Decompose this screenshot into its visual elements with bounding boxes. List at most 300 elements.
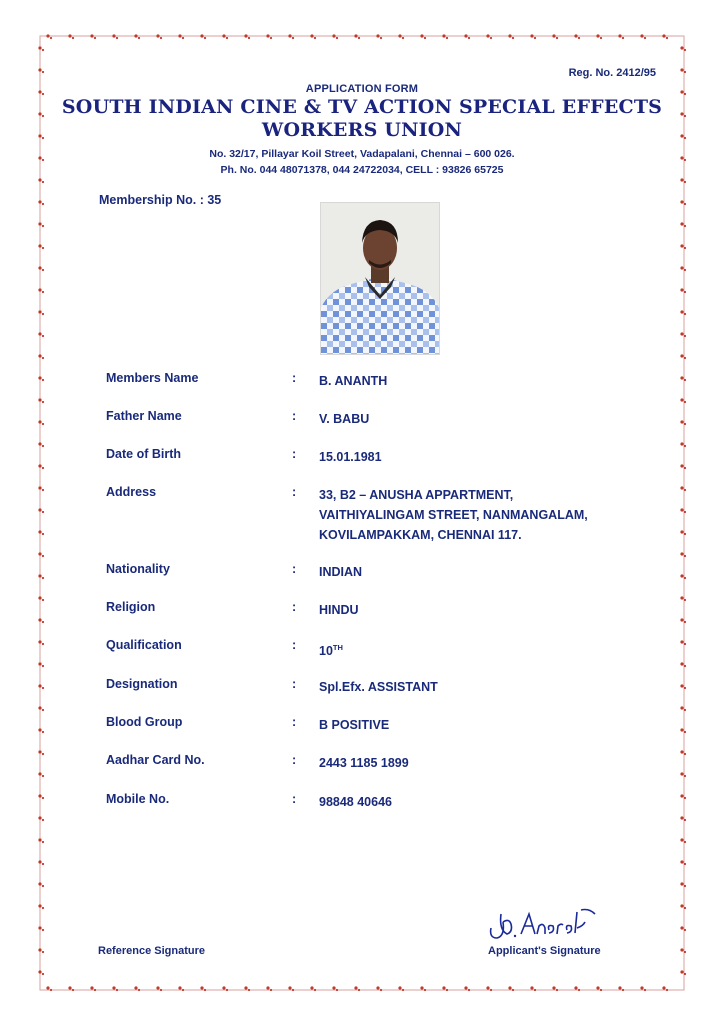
border-ornament [248,989,250,991]
border-ornament [116,37,118,39]
border-ornament [596,986,599,989]
border-ornament [38,530,41,533]
border-ornament [38,178,41,181]
border-ornament [38,838,41,841]
border-ornament [72,37,74,39]
border-ornament [38,266,41,269]
border-ornament [336,37,338,39]
border-ornament [644,989,646,991]
border-ornament [680,178,683,181]
border-ornament [680,464,683,467]
field-value: INDIAN [319,565,363,579]
border-ornament [402,989,404,991]
border-ornament [380,37,382,39]
border-ornament [420,34,423,37]
border-ornament [42,467,44,469]
border-ornament [38,904,41,907]
field-label: Designation [106,677,178,691]
border-ornament [684,423,686,425]
border-ornament [464,986,467,989]
field-colon: : [292,562,297,576]
border-ornament [680,706,683,709]
border-ornament [464,34,467,37]
border-ornament [556,37,558,39]
border-ornament [684,115,686,117]
border-ornament [662,986,665,989]
border-ornament [684,357,686,359]
border-ornament [424,989,426,991]
border-ornament [680,596,683,599]
border-ornament [310,986,313,989]
border-ornament [680,486,683,489]
border-ornament [596,34,599,37]
border-ornament [680,838,683,841]
border-ornament [156,986,159,989]
border-ornament [600,37,602,39]
border-ornament [512,989,514,991]
border-ornament [38,596,41,599]
border-ornament [90,986,93,989]
border-ornament [38,46,41,49]
border-ornament [684,665,686,667]
border-ornament [42,247,44,249]
border-ornament [288,34,291,37]
border-ornament [530,34,533,37]
border-ornament [680,926,683,929]
field-label: Aadhar Card No. [106,753,205,767]
border-ornament [618,986,621,989]
border-ornament [680,68,683,71]
border-ornament [684,731,686,733]
border-ornament [680,420,683,423]
border-ornament [508,986,511,989]
field-label: Nationality [106,562,170,576]
border-ornament [42,357,44,359]
field-value: 15.01.1981 [319,450,382,464]
border-ornament [38,486,41,489]
field-label: Qualification [106,638,182,652]
border-ornament [490,989,492,991]
border-ornament [46,34,49,37]
border-ornament [42,731,44,733]
membership-number: Membership No. : 35 [99,193,222,207]
border-ornament [42,203,44,205]
field-colon: : [292,600,297,614]
border-ornament [684,929,686,931]
border-ornament [486,34,489,37]
border-ornament [42,863,44,865]
border-ornament [684,687,686,689]
border-ornament [446,37,448,39]
border-ornament [138,989,140,991]
border-ornament [680,970,683,973]
field-value: 98848 40646 [319,795,392,809]
border-ornament [42,533,44,535]
border-ornament [508,34,511,37]
border-ornament [292,37,294,39]
border-ornament [684,511,686,513]
border-ornament [684,445,686,447]
border-ornament [38,244,41,247]
border-ornament [684,489,686,491]
border-ornament [358,989,360,991]
field-colon: : [292,753,297,767]
border-ornament [684,533,686,535]
border-ornament [680,442,683,445]
border-ornament [468,989,470,991]
border-ornament [680,332,683,335]
border-ornament [314,37,316,39]
border-ornament [178,986,181,989]
border-ornament [38,882,41,885]
border-ornament [684,709,686,711]
border-ornament [38,772,41,775]
border-ornament [42,621,44,623]
border-ornament [112,986,115,989]
border-ornament [380,989,382,991]
border-ornament [684,907,686,909]
border-ornament [684,863,686,865]
border-ornament [42,71,44,73]
border-ornament [684,71,686,73]
border-ornament [680,244,683,247]
border-ornament [204,989,206,991]
union-phone: Ph. No. 044 48071378, 044 24722034, CELL : 93826 65725 [220,164,504,176]
field-colon: : [292,677,297,691]
border-ornament [666,989,668,991]
field-value [319,638,659,661]
border-ornament [680,46,683,49]
border-ornament [156,34,159,37]
border-ornament [640,986,643,989]
border-ornament [38,376,41,379]
border-ornament [680,750,683,753]
border-ornament [38,200,41,203]
border-ornament [204,37,206,39]
border-ornament [398,986,401,989]
border-ornament [680,310,683,313]
border-ornament [72,989,74,991]
border-ornament [38,640,41,643]
border-ornament [684,225,686,227]
border-ornament [270,989,272,991]
border-ornament [38,354,41,357]
border-ornament [288,986,291,989]
border-ornament [578,37,580,39]
border-ornament [222,34,225,37]
border-ornament [332,34,335,37]
border-ornament [684,841,686,843]
border-ornament [138,37,140,39]
border-ornament [684,577,686,579]
border-ornament [442,34,445,37]
border-ornament [684,313,686,315]
field-label: Mobile No. [106,792,170,806]
border-ornament [116,989,118,991]
border-ornament [42,885,44,887]
border-ornament [534,37,536,39]
field-label: Blood Group [106,715,183,729]
border-ornament [680,882,683,885]
border-ornament [42,49,44,51]
border-ornament [684,775,686,777]
border-ornament [38,574,41,577]
border-ornament [684,269,686,271]
border-ornament [310,34,313,37]
field-label: Religion [106,600,156,614]
border-ornament [684,819,686,821]
border-ornament [38,794,41,797]
border-ornament [226,989,228,991]
border-ornament [42,489,44,491]
border-ornament [38,926,41,929]
border-ornament [534,989,536,991]
border-ornament [38,442,41,445]
border-ornament [684,247,686,249]
field-value: V. BABU [319,412,370,426]
border-ornament [680,574,683,577]
border-ornament [46,986,49,989]
border-ornament [684,885,686,887]
border-ornament [42,973,44,975]
reference-signature-label: Reference Signature [98,945,205,957]
applicant-signature [485,900,605,945]
border-ornament [42,313,44,315]
address-line: VAITHIYALINGAM STREET, NANMANGALAM, [319,508,588,522]
border-ornament [38,970,41,973]
border-ornament [446,989,448,991]
border-ornament [684,159,686,161]
border-ornament [680,222,683,225]
border-ornament [640,34,643,37]
border-ornament [200,34,203,37]
border-ornament [38,398,41,401]
form-type: APPLICATION FORM [305,83,419,95]
border-ornament [38,860,41,863]
border-ornament [512,37,514,39]
border-ornament [684,203,686,205]
border-ornament [42,753,44,755]
border-ornament [680,640,683,643]
border-ornament [42,797,44,799]
border-ornament [42,225,44,227]
border-ornament [94,37,96,39]
union-name-line2: WORKERS UNION [261,119,463,141]
border-ornament [68,34,71,37]
border-ornament [222,986,225,989]
applicant-signature-label: Applicant's Signature [488,945,601,957]
border-ornament [244,34,247,37]
border-ornament [42,291,44,293]
field-colon: : [292,371,297,385]
border-ornament [134,986,137,989]
border-ornament [42,951,44,953]
form-header [40,83,684,178]
border-ornament [68,986,71,989]
border-ornament [684,291,686,293]
border-ornament [574,986,577,989]
border-ornament [42,511,44,513]
border-ornament [160,989,162,991]
border-ornament [684,555,686,557]
border-ornament [266,986,269,989]
border-ornament [622,989,624,991]
border-ornament [160,37,162,39]
border-ornament [680,376,683,379]
field-colon: : [292,715,297,729]
border-ornament [442,986,445,989]
border-ornament [680,266,683,269]
field-value: B. ANANTH [319,374,388,388]
registration-number: Reg. No. 2412/95 [568,67,656,79]
border-ornament [490,37,492,39]
border-ornament [530,986,533,989]
border-ornament [622,37,624,39]
border-ornament [680,728,683,731]
border-ornament [680,354,683,357]
border-ornament [336,989,338,991]
border-ornament [38,706,41,709]
border-ornament [684,599,686,601]
field-value [319,485,659,545]
border-ornament [376,34,379,37]
border-ornament [684,93,686,95]
border-ornament [42,577,44,579]
union-address: No. 32/17, Pillayar Koil Street, Vadapalani, Chennai – 600 026. [209,148,515,160]
border-ornament [42,929,44,931]
border-ornament [684,797,686,799]
border-ornament [266,34,269,37]
border-ornament [42,181,44,183]
border-ornament [574,34,577,37]
border-ornament [578,989,580,991]
border-ornament [38,310,41,313]
field-label: Father Name [106,409,182,423]
field-label: Date of Birth [106,447,181,461]
border-ornament [354,34,357,37]
border-ornament [38,684,41,687]
border-ornament [552,986,555,989]
border-ornament [552,34,555,37]
field-value: 2443 1185 1899 [319,756,409,770]
border-ornament [680,794,683,797]
border-ornament [38,816,41,819]
border-ornament [226,37,228,39]
border-ornament [42,335,44,337]
border-ornament [38,662,41,665]
border-ornament [684,49,686,51]
border-ornament [398,34,401,37]
border-ornament [42,269,44,271]
border-ornament [680,508,683,511]
border-ornament [376,986,379,989]
border-ornament [134,34,137,37]
border-ornament [42,643,44,645]
border-ornament [182,37,184,39]
field-label: Members Name [106,371,199,385]
border-ornament [644,37,646,39]
member-photo [320,202,440,355]
border-ornament [600,989,602,991]
border-ornament [42,819,44,821]
border-ornament [38,420,41,423]
field-colon: : [292,485,297,499]
border-ornament [556,989,558,991]
field-colon: : [292,447,297,461]
border-ornament [358,37,360,39]
border-ornament [42,555,44,557]
border-ornament [42,401,44,403]
border-ornament [468,37,470,39]
border-ornament [200,986,203,989]
border-ornament [680,288,683,291]
border-ornament [680,816,683,819]
border-ornament [42,379,44,381]
border-ornament [354,986,357,989]
border-ornament [248,37,250,39]
border-ornament [38,728,41,731]
border-ornament [178,34,181,37]
border-ornament [680,860,683,863]
field-value: B POSITIVE [319,718,390,732]
border-ornament [680,904,683,907]
border-ornament [42,445,44,447]
qualification-superscript: TH [332,643,343,652]
border-ornament [50,989,52,991]
border-ornament [684,621,686,623]
border-ornament [42,665,44,667]
border-ornament [666,37,668,39]
border-ornament [684,753,686,755]
border-ornament [680,552,683,555]
border-ornament [680,948,683,951]
border-ornament [38,464,41,467]
border-ornament [684,973,686,975]
border-ornament [38,68,41,71]
border-ornament [680,530,683,533]
border-ornament [38,618,41,621]
address-line: KOVILAMPAKKAM, CHENNAI 117. [319,528,522,542]
border-ornament [38,288,41,291]
border-ornament [680,684,683,687]
border-ornament [270,37,272,39]
field-colon: : [292,409,297,423]
border-ornament [112,34,115,37]
border-ornament [618,34,621,37]
border-ornament [38,750,41,753]
border-ornament [42,599,44,601]
border-ornament [42,907,44,909]
border-ornament [314,989,316,991]
border-ornament [332,986,335,989]
border-ornament [420,986,423,989]
border-ornament [38,552,41,555]
field-label: Address [106,485,157,499]
field-value: HINDU [319,603,359,617]
border-ornament [244,986,247,989]
border-ornament [42,423,44,425]
border-ornament [38,948,41,951]
border-ornament [402,37,404,39]
border-ornament [94,989,96,991]
border-ornament [680,398,683,401]
border-ornament [38,332,41,335]
border-ornament [684,379,686,381]
field-colon: : [292,792,297,806]
field-value: Spl.Efx. ASSISTANT [319,680,438,694]
field-colon: : [292,638,297,652]
border-ornament [182,989,184,991]
